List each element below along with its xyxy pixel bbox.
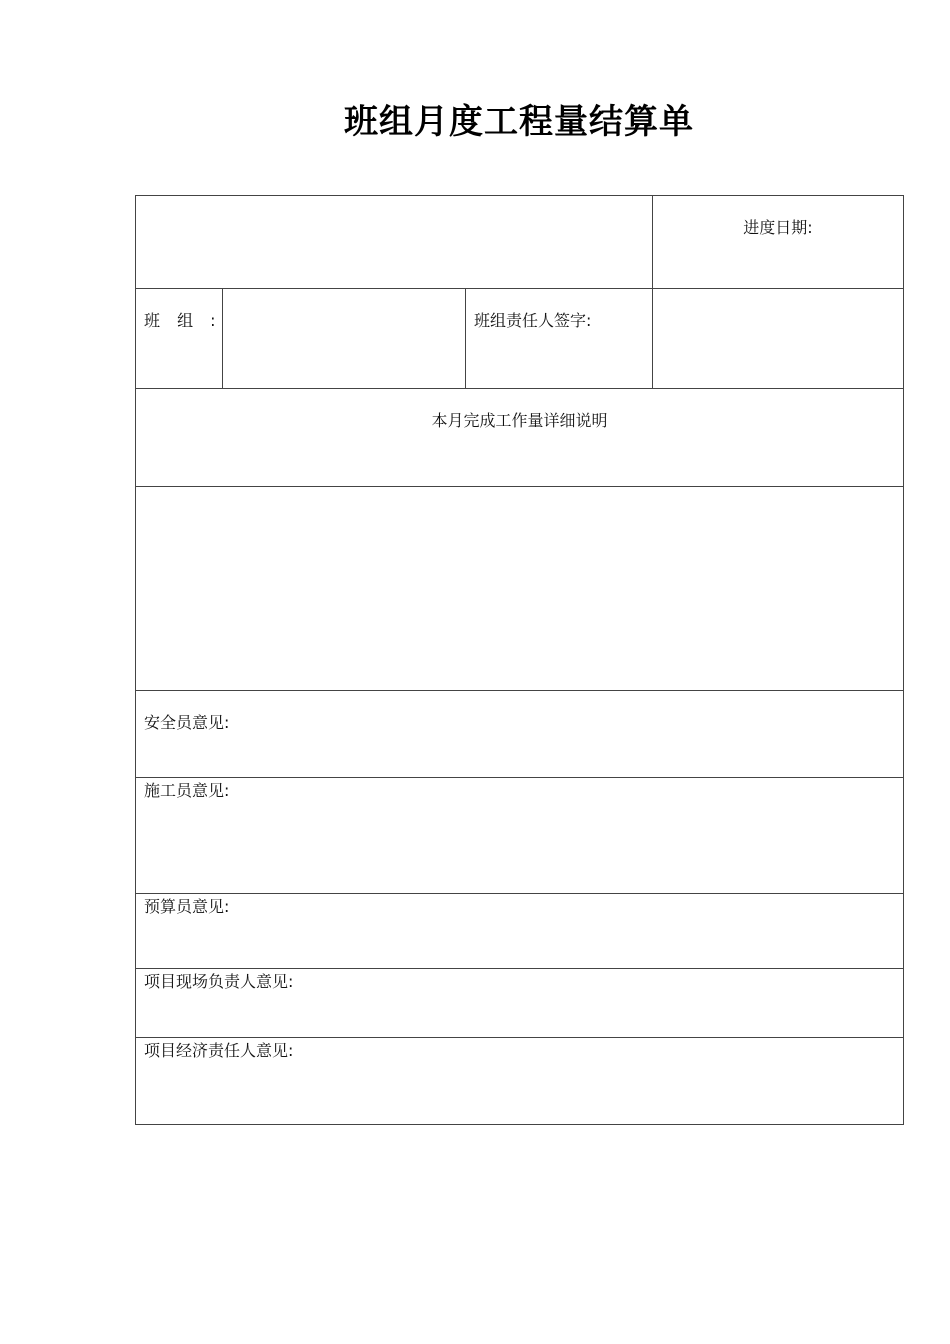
budget-officer-opinion-label: 预算员意见: [144,897,230,916]
form-row-budget-opinion [136,894,904,969]
site-manager-opinion-cell [136,969,904,1038]
team-value-cell [223,289,466,389]
safety-officer-opinion-cell [136,691,904,778]
safety-officer-opinion-label: 安全员意见: [144,713,230,732]
form-row-work-heading [136,389,904,487]
site-manager-opinion-label: 项目现场负责人意见: [144,972,294,991]
form-row-work-detail [136,487,904,691]
construction-officer-opinion-label: 施工员意见: [144,781,230,800]
progress-date-cell [653,196,904,289]
team-leader-signature-label-cell [466,289,653,389]
team-label-cell [136,289,223,389]
work-detail-content-cell [136,487,904,691]
work-detail-heading: 本月完成工作量详细说明 [431,411,608,430]
economic-manager-opinion-cell [136,1038,904,1125]
form-row-economic-manager-opinion [136,1038,904,1125]
progress-date-label: 进度日期: [743,218,813,237]
settlement-form-table [135,195,904,1125]
form-row-header [136,196,904,289]
form-row-safety-opinion [136,691,904,778]
team-leader-signature-label: 班组责任人签字: [474,311,592,330]
budget-officer-opinion-cell [136,894,904,969]
work-detail-heading-cell [136,389,904,487]
team-leader-signature-cell [653,289,904,389]
economic-manager-opinion-label: 项目经济责任人意见: [144,1041,294,1060]
document-title: 班组月度工程量结算单 [344,102,694,142]
construction-officer-opinion-cell [136,778,904,894]
project-info-cell [136,196,653,289]
form-row-team [136,289,904,389]
team-label: 班 组 : [144,311,222,330]
form-row-construction-opinion [136,778,904,894]
form-row-site-manager-opinion [136,969,904,1038]
